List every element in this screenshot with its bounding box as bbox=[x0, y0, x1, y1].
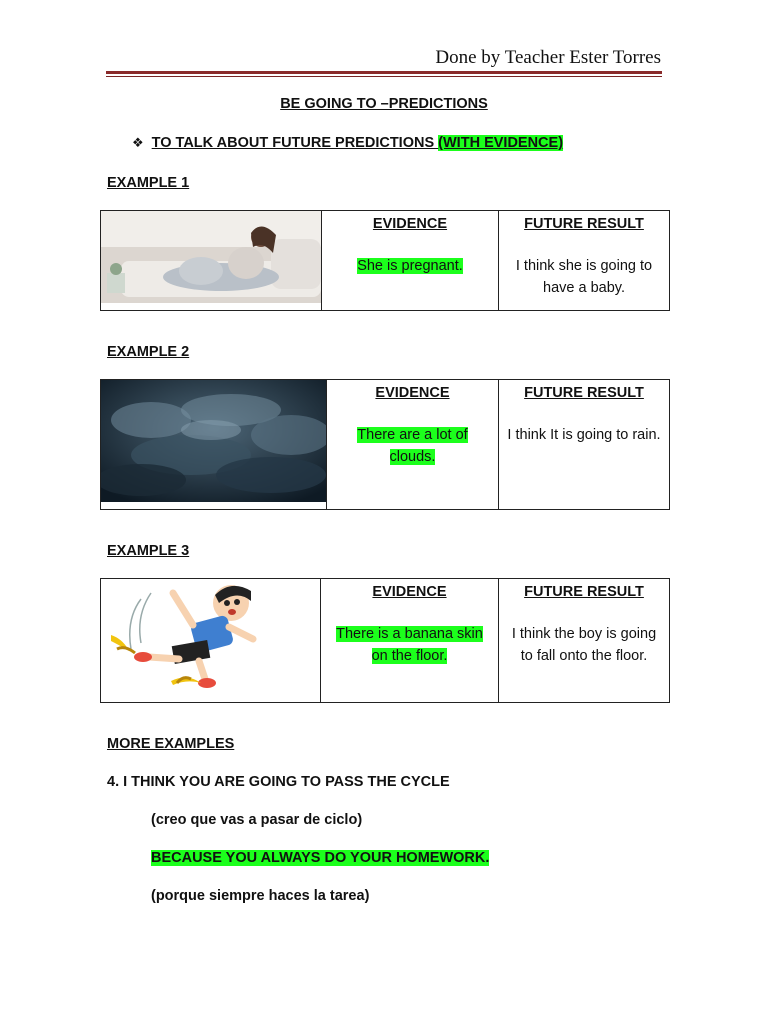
example-2-label: EXAMPLE 2 bbox=[107, 344, 190, 360]
example-4-reason: BECAUSE YOU ALWAYS DO YOUR HOMEWORK. bbox=[151, 850, 490, 866]
example-2-evidence-cell bbox=[327, 380, 499, 510]
bullet-highlight: (WITH EVIDENCE) bbox=[438, 135, 564, 151]
example-3-result-cell bbox=[499, 579, 670, 703]
evidence-text: She is pregnant. bbox=[357, 258, 463, 274]
example-2-result-cell bbox=[499, 380, 670, 510]
result-text: I think she is going to have a baby. bbox=[515, 258, 653, 296]
bullet-line bbox=[132, 135, 563, 151]
example-4-sentence: 4. I THINK YOU ARE GOING TO PASS THE CYCLE bbox=[107, 774, 450, 790]
example-1-image-cell bbox=[101, 211, 322, 311]
example-2-image-cell bbox=[101, 380, 327, 510]
example-4-translation: (creo que vas a pasar de ciclo) bbox=[151, 812, 363, 828]
boy-slipping-banana-image bbox=[101, 579, 320, 702]
more-examples-label: MORE EXAMPLES bbox=[107, 736, 235, 752]
evidence-header: EVIDENCE bbox=[372, 216, 448, 232]
result-header: FUTURE RESULT bbox=[524, 584, 644, 600]
result-text: I think It is going to rain. bbox=[507, 427, 661, 443]
example-3-table bbox=[100, 578, 670, 703]
example-1-table bbox=[100, 210, 670, 311]
diamond-bullet-icon: ❖ bbox=[132, 135, 144, 150]
example-1-label: EXAMPLE 1 bbox=[107, 175, 190, 191]
page-title: BE GOING TO –PREDICTIONS bbox=[280, 96, 488, 112]
pregnant-woman-image bbox=[101, 211, 321, 310]
example-3-label: EXAMPLE 3 bbox=[107, 543, 190, 559]
bullet-text: TO TALK ABOUT FUTURE PREDICTIONS (WITH EVIDENCE) bbox=[151, 135, 564, 151]
example-3-evidence-cell bbox=[321, 579, 499, 703]
evidence-header: EVIDENCE bbox=[372, 584, 447, 600]
header-rule-thin bbox=[106, 76, 662, 77]
example-2-table bbox=[100, 379, 670, 510]
example-1-result-cell bbox=[499, 211, 670, 311]
evidence-header: EVIDENCE bbox=[375, 385, 450, 401]
result-text: I think the boy is going to fall onto the floor. bbox=[511, 626, 657, 664]
evidence-text: There is a banana skin on the floor. bbox=[336, 626, 483, 664]
dark-clouds-image bbox=[101, 380, 326, 509]
example-3-image-cell bbox=[101, 579, 321, 703]
result-header: FUTURE RESULT bbox=[524, 385, 644, 401]
result-header: FUTURE RESULT bbox=[524, 216, 644, 232]
example-4-reason-translation: (porque siempre haces la tarea) bbox=[151, 888, 370, 904]
evidence-text: There are a lot of clouds. bbox=[357, 427, 468, 465]
header-rule bbox=[106, 71, 662, 74]
example-1-evidence-cell bbox=[322, 211, 499, 311]
author-header: Done by Teacher Ester Torres bbox=[435, 47, 661, 68]
